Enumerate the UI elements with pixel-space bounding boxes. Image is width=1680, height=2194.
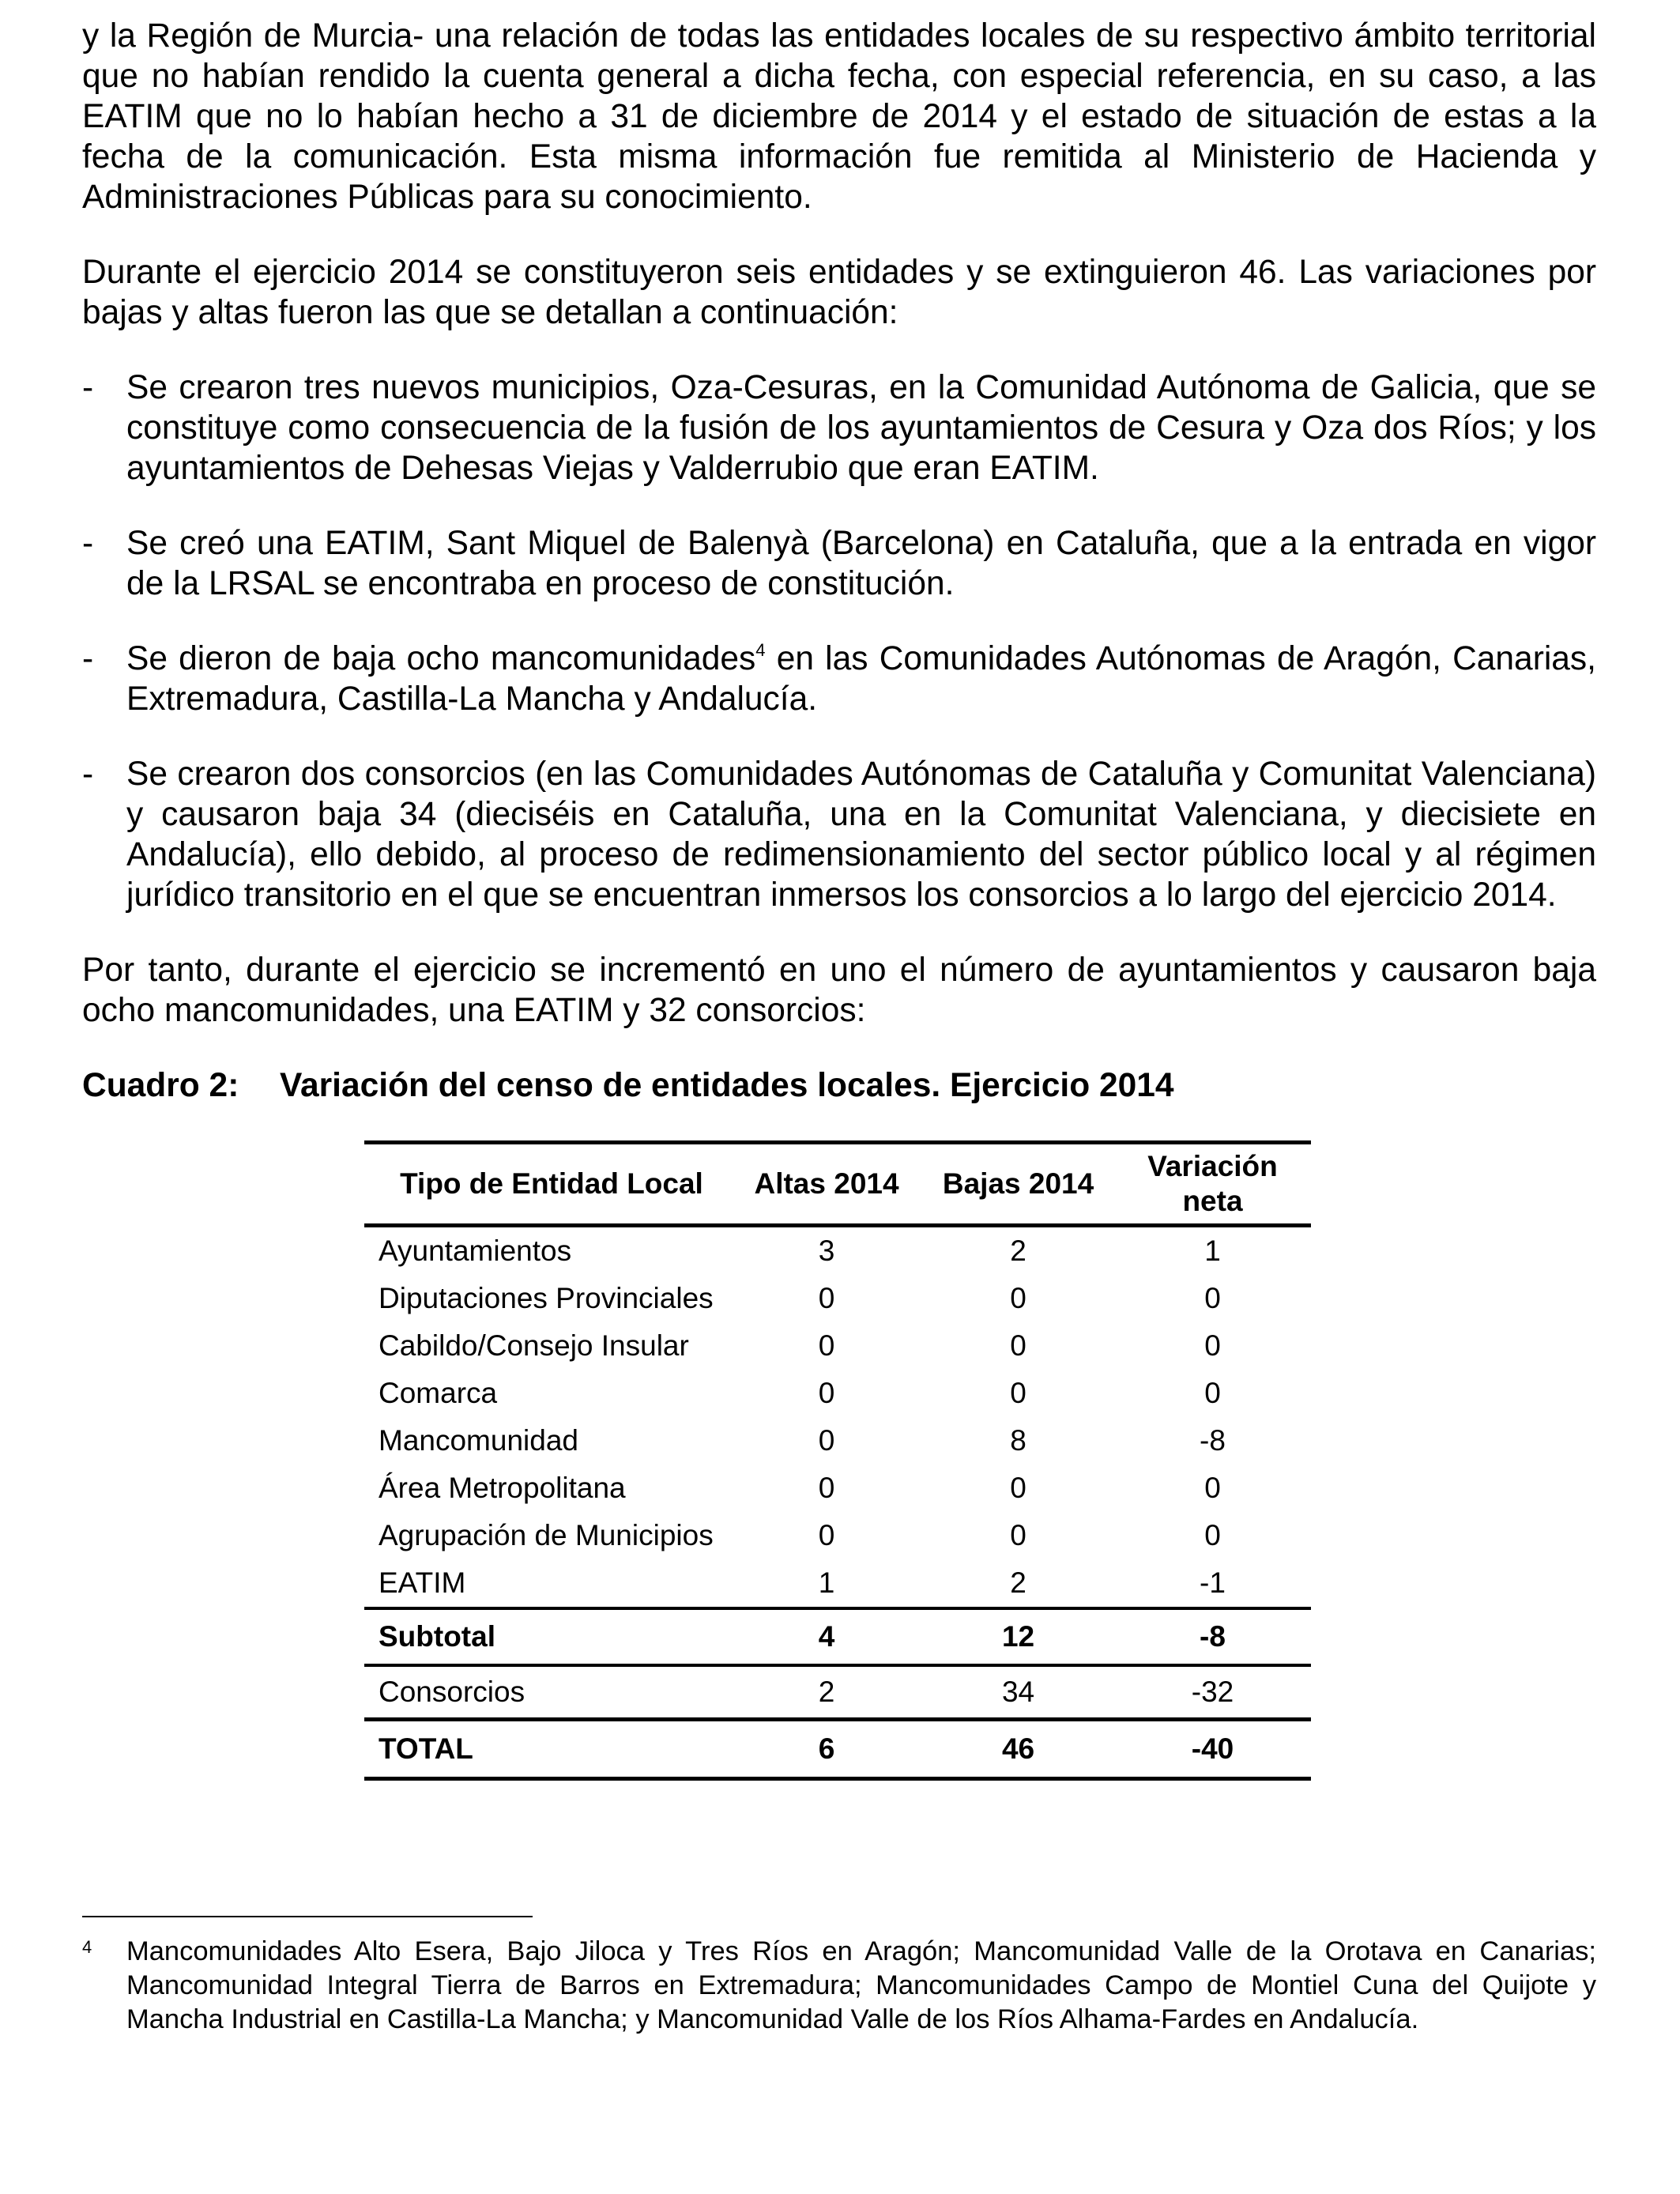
cell-altas: 0 [818, 1472, 835, 1504]
intro-paragraph: y la Región de Murcia- una relación de todas las entidades locales de su respectivo ámbito territorial que no habían rendido la cuenta general a dicha fecha, con especial referencia, en su caso, a las EATIM que no lo habían hecho a 31 de diciembre de 2014 y el estado de situación de estas a la fecha de la comunicación. Esta misma información fue remitida al Ministerio de Hacienda y Administraciones Públicas para su conocimiento. [82, 17, 1596, 216]
cell-altas: 0 [818, 1519, 835, 1551]
cell-total-altas: 6 [818, 1732, 835, 1765]
footnote-4 [82, 1935, 1596, 2037]
cell-consorcios-variation: -32 [1191, 1676, 1234, 1708]
cell-consorcios-label: Consorcios [379, 1676, 525, 1708]
cell-subtotal-label: Subtotal [379, 1620, 495, 1653]
cell-altas: 0 [818, 1424, 835, 1457]
cell-bajas: 0 [1010, 1472, 1026, 1504]
bullet-dash: - [82, 369, 94, 406]
footnote-reference-link[interactable]: 4 [755, 640, 766, 660]
cell-subtotal-variation: -8 [1200, 1620, 1226, 1653]
table-row [364, 1275, 1311, 1322]
cell-bajas: 2 [1010, 1235, 1026, 1267]
cell-entity: Diputaciones Provinciales [379, 1282, 714, 1314]
bullet-dash: - [82, 525, 94, 562]
cell-total-bajas: 46 [1001, 1732, 1035, 1765]
footnote-separator [82, 1916, 533, 1917]
cell-altas: 0 [818, 1282, 835, 1314]
cell-altas: 0 [818, 1329, 835, 1362]
bullet-text-before: Se dieron de baja ocho mancomunidades [126, 640, 756, 677]
cell-variation: 0 [1204, 1519, 1221, 1551]
entities-table-wrapper [364, 1140, 1311, 1781]
list-item-new-municipalities [82, 368, 1596, 488]
cell-total-variation: -40 [1191, 1732, 1234, 1765]
bullet-dash: - [82, 756, 94, 793]
cell-entity: Agrupación de Municipios [379, 1519, 714, 1551]
cell-entity: EATIM [379, 1566, 466, 1599]
bullet-dash: - [82, 640, 94, 677]
cell-variation: 0 [1204, 1329, 1221, 1362]
table-row-consorcios [364, 1665, 1311, 1720]
footnote-text: Mancomunidades Alto Esera, Bajo Jiloca y Tres Ríos en Aragón; Mancomunidad Valle de la Orotava en Canarias; Mancomunidad Integral Tierra de Barros en Extremadura; Mancomunidades Campo de Montiel Cuna del Quijote y Mancha Industrial en Castilla-La Mancha; y Mancomunidad Valle de los Ríos Alhama-Fardes en Andalucía. [126, 1936, 1596, 2034]
cell-consorcios-bajas: 34 [1001, 1676, 1035, 1708]
table-caption-title: Variación del censo de entidades locales. Ejercicio 2014 [280, 1067, 1174, 1104]
table-row-subtotal [364, 1608, 1311, 1665]
cell-bajas: 8 [1010, 1424, 1026, 1457]
entities-variation-table [364, 1140, 1311, 1781]
variation-list [82, 368, 1596, 915]
bullet-text: Se crearon tres nuevos municipios, Oza-Cesuras, en la Comunidad Autónoma de Galicia, que se constituye como consecuencia de la fusión de los ayuntamientos de Cesura y Oza dos Ríos; y los ayuntamientos de Dehesas Viejas y Valderrubio que eran EATIM. [126, 369, 1596, 487]
cell-variation: 0 [1204, 1472, 1221, 1504]
cell-entity: Ayuntamientos [379, 1235, 572, 1267]
bullet-text: Se crearon dos consorcios (en las Comunidades Autónomas de Cataluña y Comunitat Valenciana) y causaron baja 34 (dieciséis en Cataluña, una en la Comunitat Valenciana, y diecisiete en Andalucía), ello debido, al proceso de redimensionamiento del sector público local y al régimen jurídico transitorio en el que se encuentran inmersos los consorcios a lo largo del ejercicio 2014. [126, 756, 1596, 914]
cell-bajas: 0 [1010, 1519, 1026, 1551]
document-page [82, 16, 1596, 1781]
cell-entity: Área Metropolitana [379, 1472, 626, 1504]
table-header [364, 1143, 1311, 1226]
table-row-total [364, 1720, 1311, 1779]
cell-altas: 1 [818, 1566, 835, 1599]
table-row [364, 1322, 1311, 1370]
table-row [364, 1559, 1311, 1608]
cell-variation: 0 [1204, 1377, 1221, 1409]
cell-altas: 0 [818, 1377, 835, 1409]
cell-variation: 0 [1204, 1282, 1221, 1314]
cell-bajas: 0 [1010, 1377, 1026, 1409]
cell-subtotal-altas: 4 [818, 1620, 835, 1653]
paragraph-summary: Por tanto, durante el ejercicio se incrementó en uno el número de ayuntamientos y causaron baja ocho mancomunidades, una EATIM y 32 consorcios: [82, 952, 1596, 1029]
table-body [364, 1226, 1311, 1779]
header-net-variation: Variación neta [1147, 1150, 1278, 1217]
bullet-text-after: en las Comunidades Autónomas de Aragón, Canarias, Extremadura, Castilla-La Mancha y Andalucía. [126, 640, 1596, 718]
table-row [364, 1370, 1311, 1417]
cell-entity: Comarca [379, 1377, 498, 1409]
table-row [364, 1465, 1311, 1512]
table-row [364, 1512, 1311, 1559]
table-row [364, 1226, 1311, 1276]
paragraph-entities-variation: Durante el ejercicio 2014 se constituyeron seis entidades y se extinguieron 46. Las variaciones por bajas y altas fueron las que se detallan a continuación: [82, 254, 1596, 331]
cell-bajas: 0 [1010, 1282, 1026, 1314]
cell-consorcios-altas: 2 [818, 1676, 835, 1708]
bullet-text: Se creó una EATIM, Sant Miquel de Balenyà (Barcelona) en Cataluña, que a la entrada en vigor de la LRSAL se encontraba en proceso de constitución. [126, 525, 1596, 602]
cell-total-label: TOTAL [379, 1732, 473, 1765]
cell-entity: Mancomunidad [379, 1424, 578, 1457]
header-altas: Altas 2014 [754, 1167, 899, 1200]
cell-bajas: 2 [1010, 1566, 1026, 1599]
table-caption [82, 1065, 1596, 1106]
table-caption-label: Cuadro 2: [82, 1067, 239, 1104]
footnote-number: 4 [82, 1937, 92, 1957]
header-bajas: Bajas 2014 [942, 1167, 1094, 1200]
header-entity-type: Tipo de Entidad Local [400, 1167, 703, 1200]
list-item-mancomunidades [82, 639, 1596, 719]
cell-altas: 3 [818, 1235, 835, 1267]
cell-variation: -8 [1200, 1424, 1226, 1457]
list-item-new-eatim [82, 523, 1596, 604]
list-item-consorcios [82, 754, 1596, 915]
cell-entity: Cabildo/Consejo Insular [379, 1329, 689, 1362]
cell-subtotal-bajas: 12 [1001, 1620, 1035, 1653]
cell-variation: -1 [1200, 1566, 1226, 1599]
cell-bajas: 0 [1010, 1329, 1026, 1362]
table-header-row [364, 1143, 1311, 1226]
table-row [364, 1417, 1311, 1465]
cell-variation: 1 [1204, 1235, 1221, 1267]
